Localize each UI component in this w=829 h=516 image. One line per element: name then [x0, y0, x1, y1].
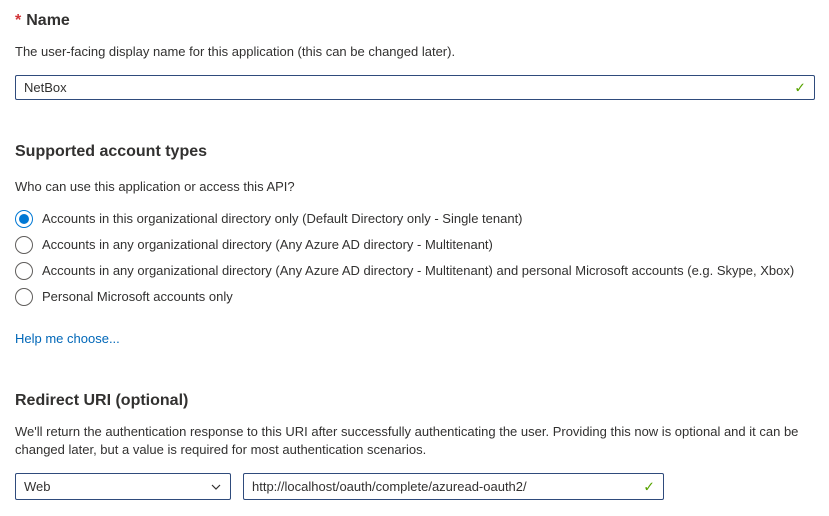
name-input-wrapper: [15, 75, 815, 100]
account-type-label: Accounts in this organizational directory only (Default Directory only - Single tenant): [42, 211, 523, 226]
name-input[interactable]: [15, 75, 815, 100]
redirect-uri-description: We'll return the authentication response to this URI after successfully authenticating the user. Providing this now is optional and it can be changed later, but a value is required for most authentication scenarios.: [15, 424, 799, 457]
account-types-question: Who can use this application or access this API?: [15, 179, 295, 194]
radio-icon: [15, 236, 33, 254]
redirect-uri-input-wrapper: [243, 473, 664, 500]
redirect-uri-title: Redirect URI (optional): [15, 392, 189, 409]
name-description: The user-facing display name for this application (this can be changed later).: [15, 44, 456, 59]
required-asterisk: *: [15, 12, 22, 29]
name-section-title: [15, 11, 815, 31]
chevron-down-icon: [210, 481, 222, 493]
redirect-uri-valid-check-icon: ✓: [643, 478, 655, 495]
account-types-title: Supported account types: [15, 143, 208, 160]
redirect-uri-controls: [15, 473, 815, 500]
name-title: Name: [26, 12, 70, 29]
radio-icon: [15, 210, 33, 228]
account-type-label: Personal Microsoft accounts only: [42, 289, 233, 304]
redirect-uri-input[interactable]: [243, 473, 664, 500]
redirect-uri-section: [15, 391, 815, 500]
account-type-option[interactable]: [15, 284, 815, 310]
platform-select[interactable]: [15, 473, 231, 500]
help-me-choose-link[interactable]: Help me choose...: [15, 331, 120, 346]
name-valid-check-icon: ✓: [794, 79, 806, 96]
account-types-radio-group: [15, 206, 815, 310]
radio-icon: [15, 262, 33, 280]
account-type-label: Accounts in any organizational directory (Any Azure AD directory - Multitenant) and personal Microsoft accounts (e.g. Skype, Xbox): [42, 263, 795, 278]
account-type-label: Accounts in any organizational directory (Any Azure AD directory - Multitenant): [42, 237, 493, 252]
account-type-option[interactable]: [15, 258, 815, 284]
account-types-section: [15, 142, 815, 348]
platform-select-value: Web: [24, 479, 51, 494]
radio-icon: [15, 288, 33, 306]
account-type-option[interactable]: [15, 232, 815, 258]
name-section: [15, 11, 815, 100]
account-type-option[interactable]: [15, 206, 815, 232]
